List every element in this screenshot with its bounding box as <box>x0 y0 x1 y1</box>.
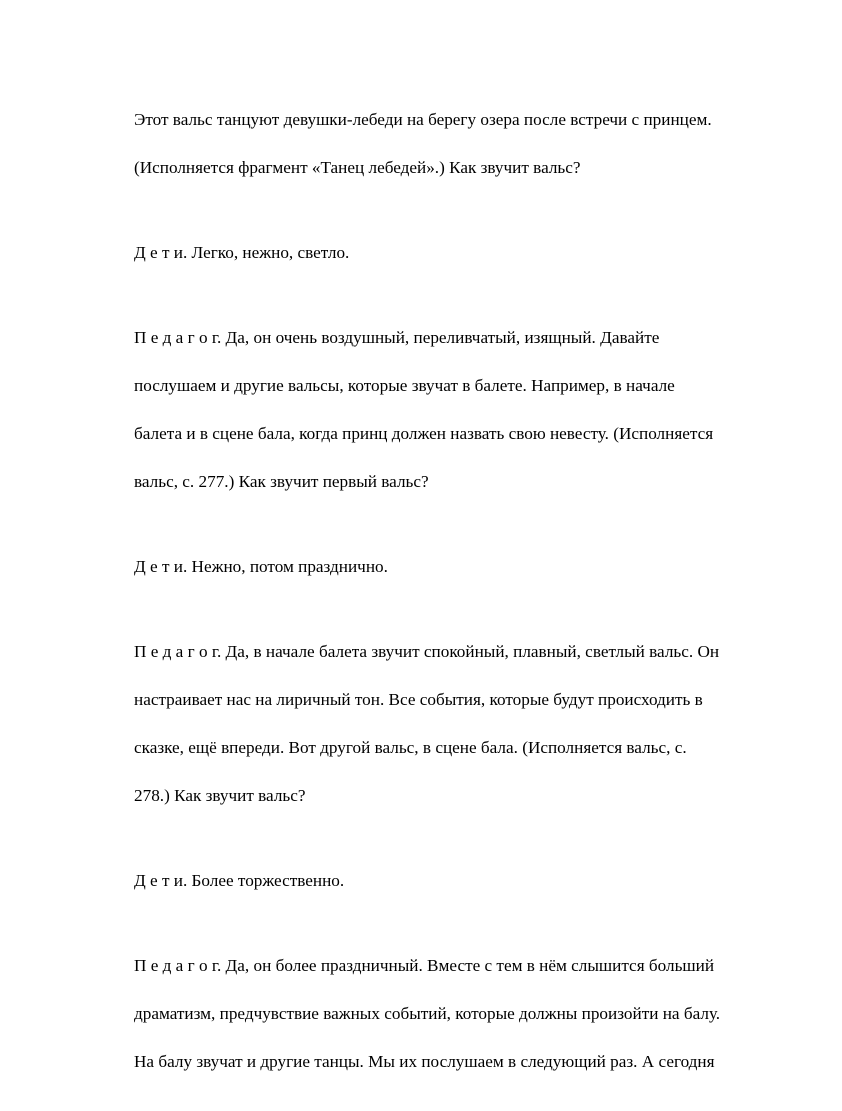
text-line: П е д а г о г. Да, он более праздничный. Вместе с тем в нём слышится больший <box>134 956 715 975</box>
text-line: послушаем и другие вальсы, которые звучат в балете. Например, в начале <box>134 376 675 395</box>
text-line: Этот вальс танцуют девушки-лебеди на берегу озера после встречи с принцем. <box>134 110 712 129</box>
paragraph-children-reply <box>134 217 774 289</box>
text-line: сказке, ещё впереди. Вот другой вальс, в сцене бала. (Исполняется вальс, с. <box>134 738 687 757</box>
text-line: балета и в сцене бала, когда принц должен назвать свою невесту. (Исполняется <box>134 424 714 443</box>
text-line: вальс, с. 277.) Как звучит первый вальс? <box>134 472 429 491</box>
text-line: Д е т и. Нежно, потом празднично. <box>134 557 388 576</box>
text-line: На балу звучат и другие танцы. Мы их послушаем в следующий раз. А сегодня <box>134 1052 715 1071</box>
text-line: 278.) Как звучит вальс? <box>134 786 306 805</box>
text-line: Д е т и. Легко, нежно, светло. <box>134 243 350 262</box>
paragraph-intro <box>134 84 774 204</box>
text-line: драматизм, предчувствие важных событий, которые должны произойти на балу. <box>134 1004 721 1023</box>
text-line: (Исполняется фрагмент «Танец лебедей».) Как звучит вальс? <box>134 158 581 177</box>
paragraph-children-reply <box>134 845 774 917</box>
paragraph-teacher <box>134 930 774 1098</box>
text-line: Д е т и. Более торжественно. <box>134 871 345 890</box>
text-line: настраивает нас на лиричный тон. Все события, которые будут происходить в <box>134 690 703 709</box>
paragraph-teacher <box>134 616 774 832</box>
paragraph-teacher <box>134 302 774 518</box>
paragraph-children-reply <box>134 531 774 603</box>
text-line: П е д а г о г. Да, он очень воздушный, переливчатый, изящный. Давайте <box>134 328 660 347</box>
text-line: П е д а г о г. Да, в начале балета звучит спокойный, плавный, светлый вальс. Он <box>134 642 720 661</box>
document-text <box>134 84 774 1111</box>
